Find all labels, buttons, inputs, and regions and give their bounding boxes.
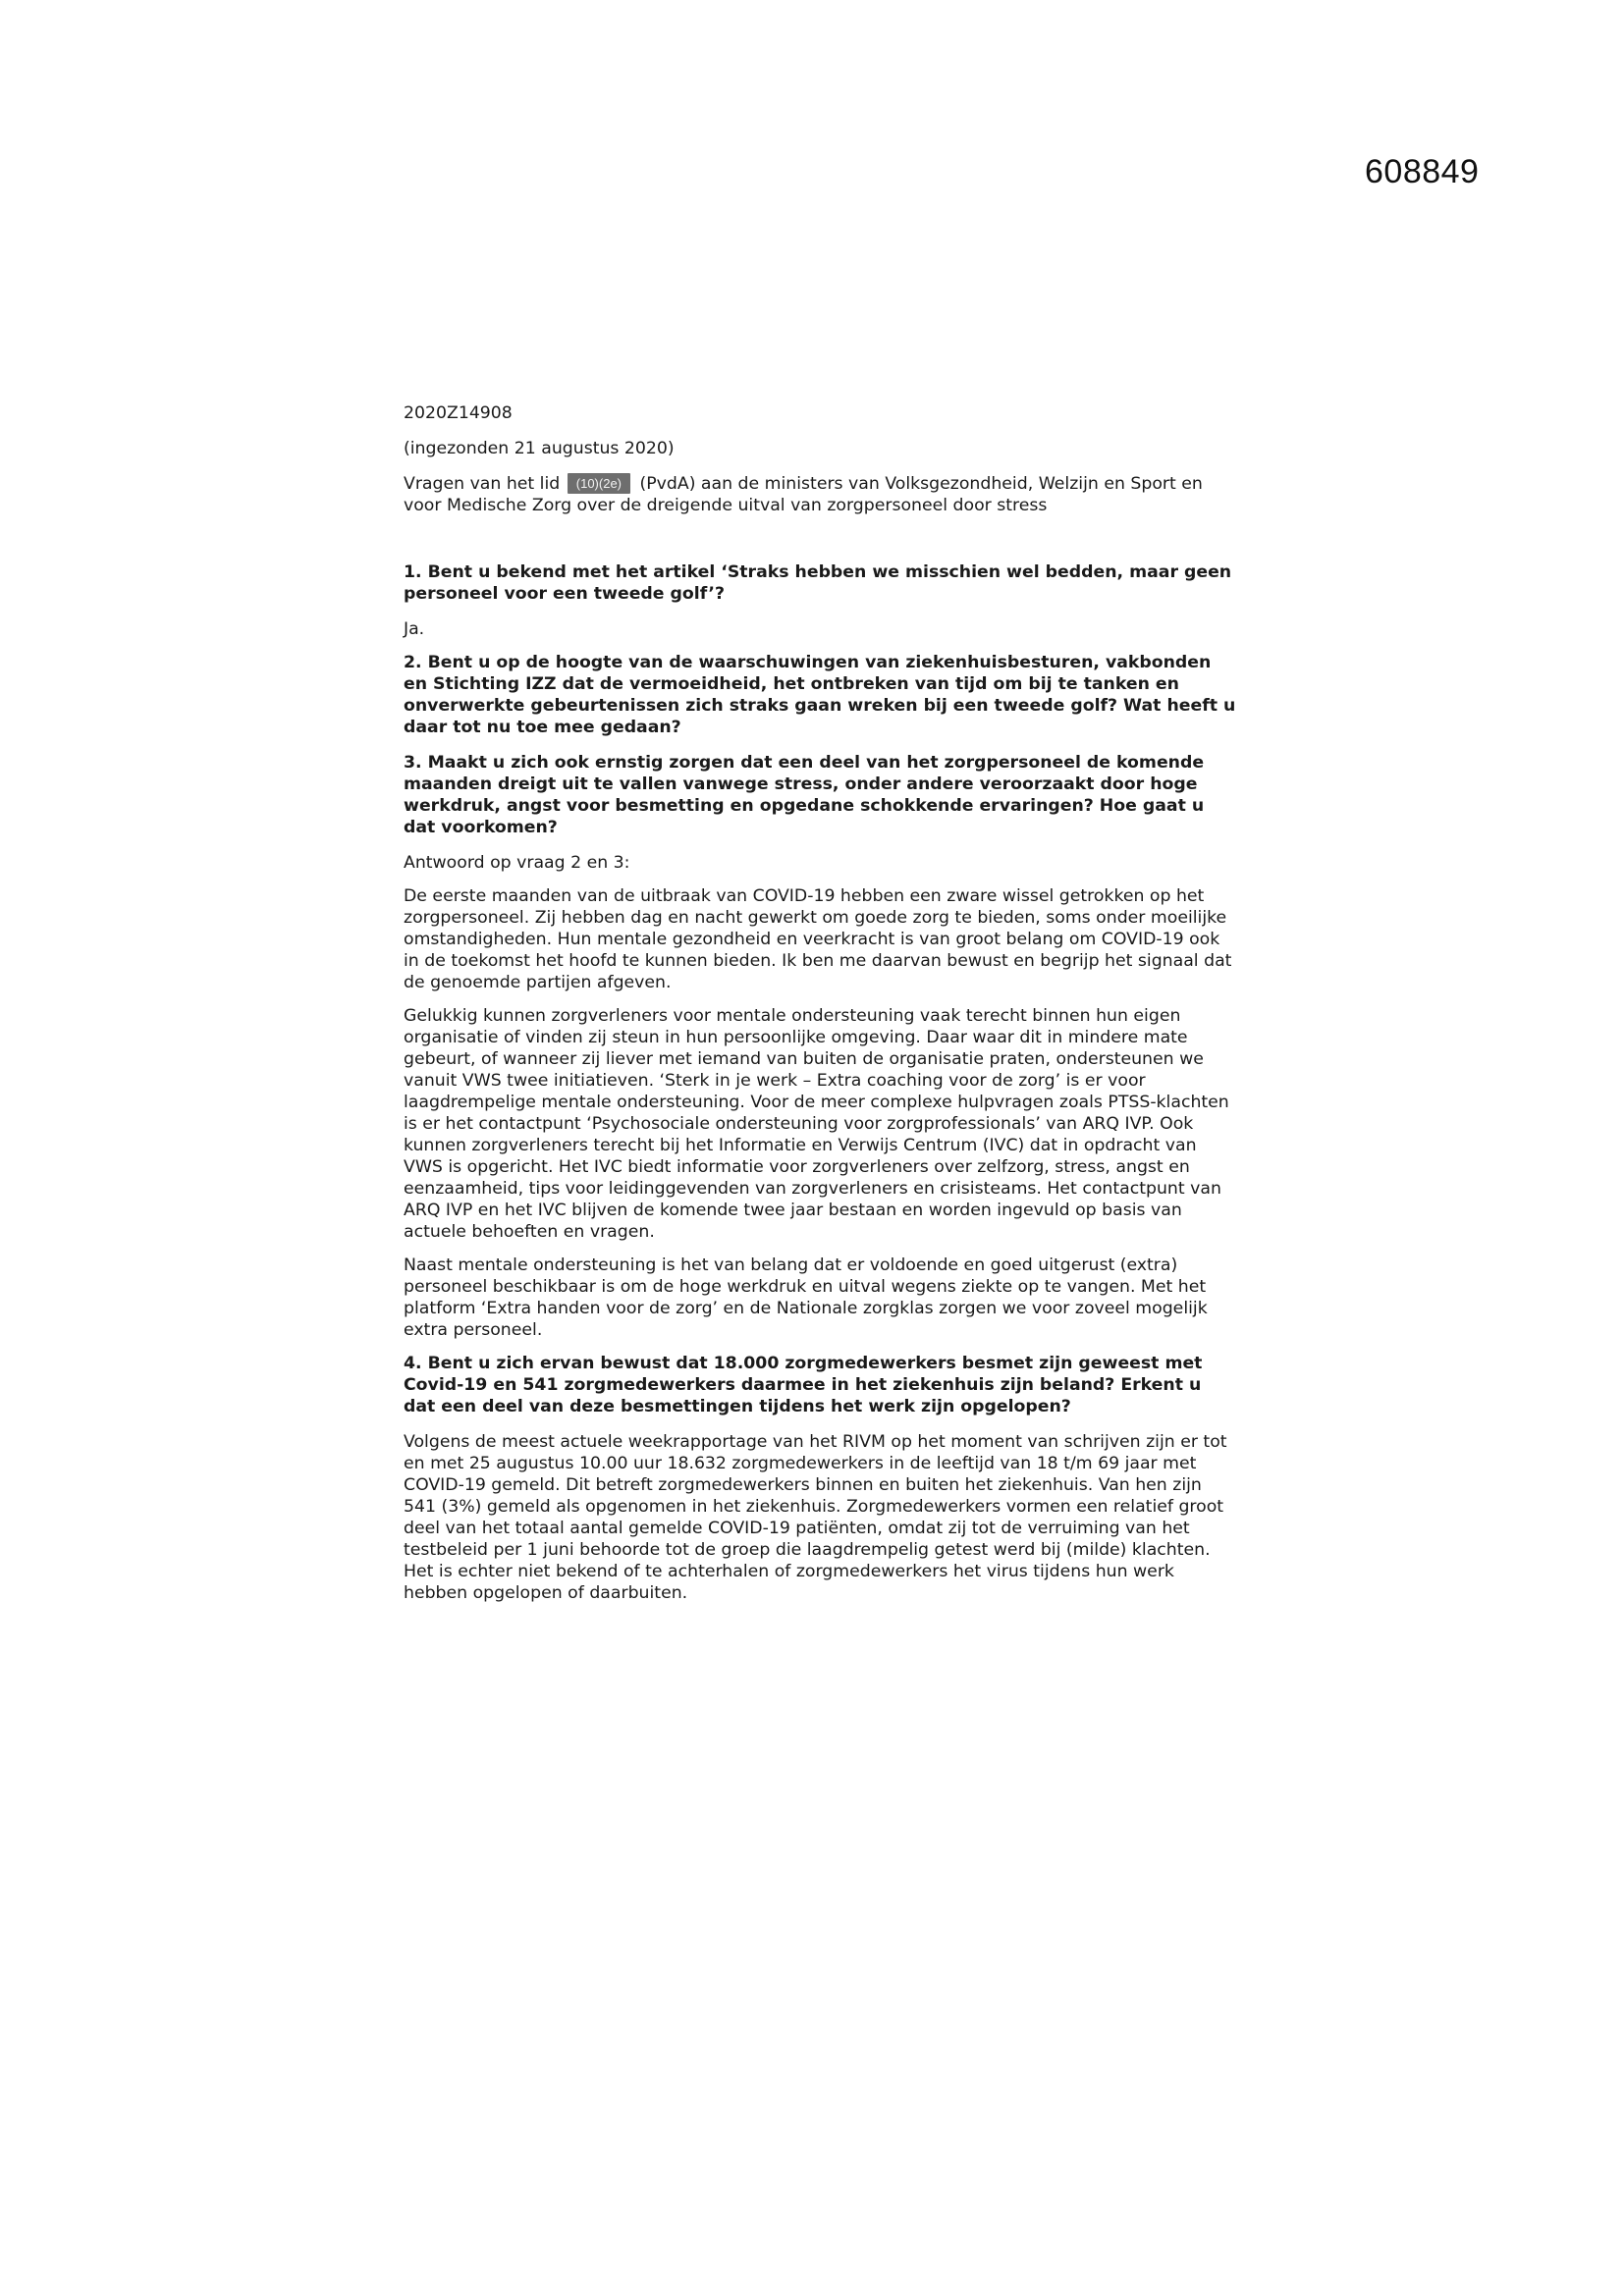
submitted-date: (ingezonden 21 augustus 2020) [404, 439, 675, 458]
document-number: 608849 [1365, 153, 1480, 190]
answer-2-3-paragraph: Naast mentale ondersteuning is het van belang dat er voldoende en goed uitgerust (extra) personeel beschikbaar is om de hoge werkdruk en uitval wegens ziekte op te vangen. Met het platform ‘Extra handen voor de zorg’ en de Nationale zorgklas zorgen we voor zoveel mogelijk extra personeel. [404, 1255, 1208, 1340]
redaction-box: (10)(2e) [568, 473, 630, 494]
question-1: 1. Bent u bekend met het artikel ‘Straks hebben we misschien wel bedden, maar geen personeel voor een tweede golf’? [404, 562, 1232, 604]
reference-number: 2020Z14908 [404, 403, 513, 423]
answer-2-3-heading: Antwoord op vraag 2 en 3: [404, 853, 630, 873]
intro-before-redaction: Vragen van het lid [404, 474, 561, 494]
intro-after-redaction: (PvdA) aan de ministers van Volksgezondheid, Welzijn en Sport en voor Medische Zorg over de dreigende uitval van zorgpersoneel door stress [404, 474, 1203, 515]
answer-2-3-paragraph: Gelukkig kunnen zorgverleners voor mentale ondersteuning vaak terecht binnen hun eigen organisatie of vinden zij steun in hun persoonlijke omgeving. Daar waar dit in mindere mate gebeurt, of wanneer zij liever met iemand van buiten de organisatie praten, ondersteunen we vanuit VWS twee initiatieven. ‘Sterk in je werk – Extra coaching voor de zorg’ is er voor laagdrempelige mentale ondersteuning. Voor de meer complexe hulpvragen zoals PTSS-klachten is er het contactpunt ‘Psychosociale ondersteuning voor zorgprofessionals’ van ARQ IVP. Ook kunnen zorgverleners terecht bij het Informatie en Verwijs Centrum (IVC) dat in opdracht van VWS is opgericht. Het IVC biedt informatie voor zorgverleners over zelfzorg, stress, angst en eenzaamheid, tips voor leidinggevenden van zorgverleners en crisisteams. Het contactpunt van ARQ IVP en het IVC blijven de komende twee jaar bestaan en worden ingevuld op basis van actuele behoeften en vragen. [404, 1006, 1229, 1242]
question-3: 3. Maakt u zich ook ernstig zorgen dat een deel van het zorgpersoneel de komende maanden dreigt uit te vallen vanwege stress, onder andere veroorzaakt door hoge werkdruk, angst voor besmetting en opgedane schokkende ervaringen? Hoe gaat u dat voorkomen? [404, 753, 1205, 837]
intro-paragraph [404, 473, 1236, 516]
answer-4: Volgens de meest actuele weekrapportage van het RIVM op het moment van schrijven zijn er tot en met 25 augustus 10.00 uur 18.632 zorgmedewerkers in de leeftijd van 18 t/m 69 jaar met COVID-19 gemeld. Dit betreft zorgmedewerkers binnen en buiten het ziekenhuis. Van hen zijn 541 (3%) gemeld als opgenomen in het ziekenhuis. Zorgmedewerkers vormen een relatief groot deel van het totaal aantal gemelde COVID-19 patiënten, omdat zij tot de verruiming van het testbeleid per 1 juni behoorde tot de groep die laagdrempelig getest werd bij (milde) klachten. Het is echter niet bekend of te achterhalen of zorgmedewerkers het virus tijdens hun werk hebben opgelopen of daarbuiten. [404, 1432, 1227, 1603]
document-body [404, 402, 1236, 1616]
question-4: 4. Bent u zich ervan bewust dat 18.000 zorgmedewerkers besmet zijn geweest met Covid-19 en 541 zorgmedewerkers daarmee in het ziekenhuis zijn beland? Erkent u dat een deel van deze besmettingen tijdens het werk zijn opgelopen? [404, 1354, 1203, 1416]
answer-2-3-paragraph: De eerste maanden van de uitbraak van COVID-19 hebben een zware wissel getrokken op het zorgpersoneel. Zij hebben dag en nacht gewerkt om goede zorg te bieden, soms onder moeilijke omstandigheden. Hun mentale gezondheid en veerkracht is van groot belang om COVID-19 ook in de toekomst het hoofd te kunnen bieden. Ik ben me daarvan bewust en begrijp het signaal dat de genoemde partijen afgeven. [404, 886, 1232, 992]
question-2: 2. Bent u op de hoogte van de waarschuwingen van ziekenhuisbesturen, vakbonden en Stichting IZZ dat de vermoeidheid, het ontbreken van tijd om bij te tanken en onverwerkte gebeurtenissen zich straks gaan wreken bij een tweede golf? Wat heeft u daar tot nu toe mee gedaan? [404, 653, 1236, 737]
answer-1: Ja. [404, 619, 425, 639]
